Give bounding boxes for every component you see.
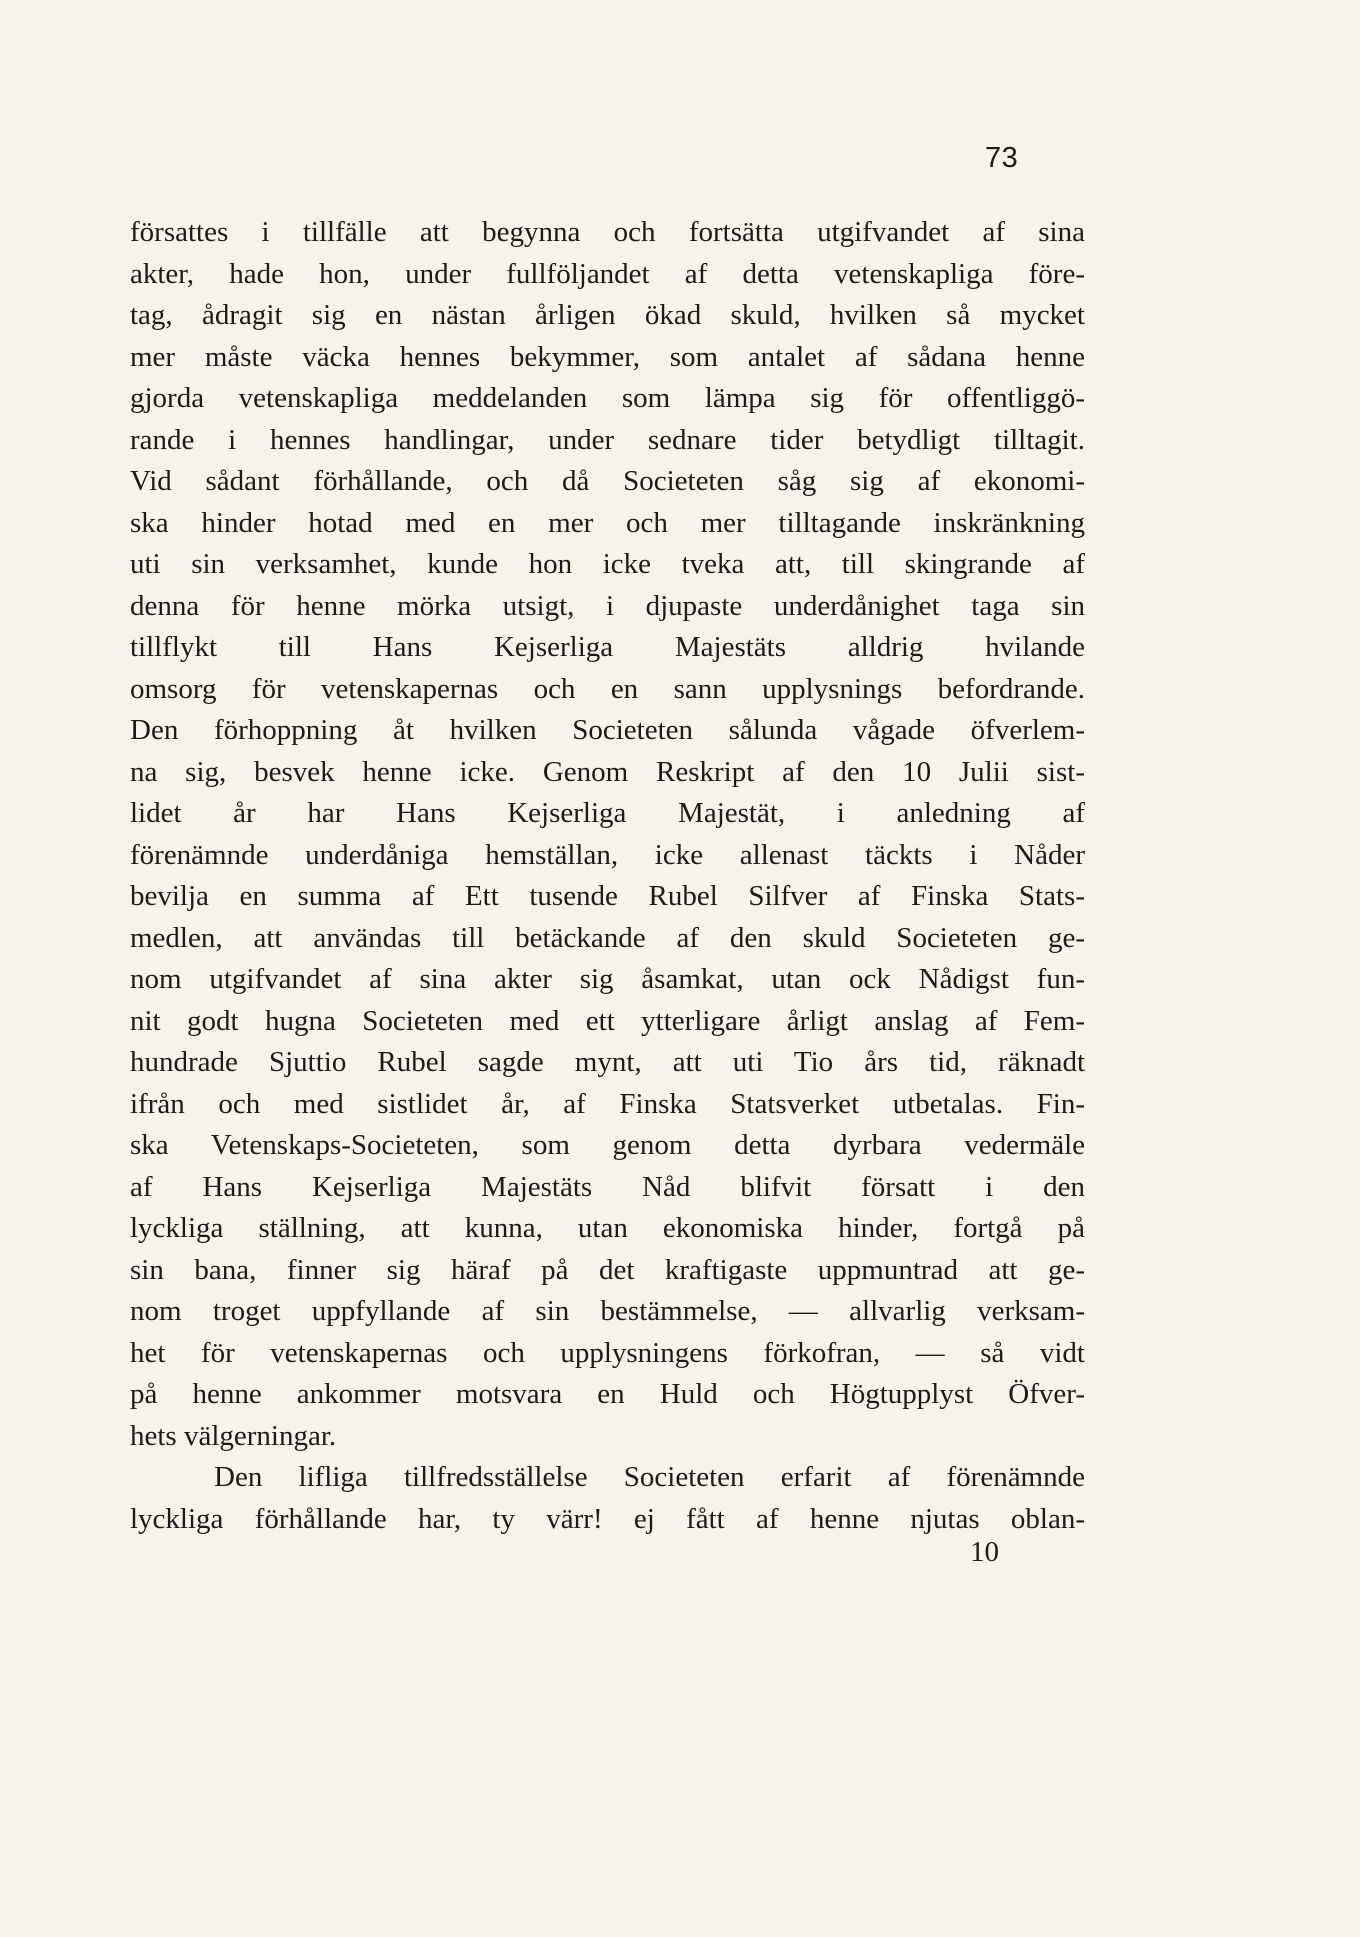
text-line: tillflykt till Hans Kejserliga Majestäts alldrig hvilande bbox=[130, 631, 1085, 663]
text-line: mer måste väcka hennes bekymmer, som antalet af sådana henne bbox=[130, 340, 1085, 373]
text-line: nom troget uppfyllande af sin bestämmelse, — allvarlig verksam- bbox=[130, 1295, 1085, 1327]
text-line: Den lifliga tillfredsställelse Societeten erfarit af förenämnde bbox=[214, 1461, 1085, 1493]
text-line: nit godt hugna Societeten med ett ytterligare årligt anslag af Fem- bbox=[130, 1004, 1085, 1037]
text-line: rande i hennes handlingar, under sednare tider betydligt tilltagit. bbox=[130, 423, 1085, 456]
text-line: på henne ankommer motsvara en Huld och Högtupplyst Öfver- bbox=[130, 1378, 1085, 1410]
text-line: hets välgerningar. bbox=[130, 1419, 337, 1452]
text-line: ska Vetenskaps-Societeten, som genom detta dyrbara vedermäle bbox=[130, 1129, 1085, 1161]
text-line: bevilja en summa af Ett tusende Rubel Silfver af Finska Stats- bbox=[130, 880, 1085, 912]
text-line: försattes i tillfälle att begynna och fortsätta utgifvandet af sina bbox=[130, 216, 1085, 248]
text-line: nom utgifvandet af sina akter sig åsamkat, utan ock Nådigst fun- bbox=[130, 963, 1085, 995]
text-line: ska hinder hotad med en mer och mer tilltagande inskränkning bbox=[130, 506, 1085, 539]
text-line: medlen, att användas till betäckande af den skuld Societeten ge- bbox=[130, 921, 1085, 954]
text-line: lidet år har Hans Kejserliga Majestät, i anledning af bbox=[130, 797, 1085, 829]
text-line: akter, hade hon, under fullföljandet af detta vetenskapliga före- bbox=[130, 257, 1085, 290]
text-line: uti sin verksamhet, kunde hon icke tveka att, till skingrande af bbox=[130, 548, 1085, 580]
catchword: 10 bbox=[970, 1536, 999, 1568]
text-line: lyckliga förhållande har, ty värr! ej fått af henne njutas oblan- bbox=[130, 1502, 1085, 1535]
text-line: Vid sådant förhållande, och då Societeten såg sig af ekonomi- bbox=[130, 465, 1085, 497]
body-text bbox=[130, 212, 1085, 1540]
text-line: förenämnde underdåniga hemställan, icke allenast täckts i Nåder bbox=[130, 838, 1085, 871]
text-line: denna för henne mörka utsigt, i djupaste underdånighet taga sin bbox=[130, 589, 1085, 622]
text-line: sin bana, finner sig häraf på det kraftigaste uppmuntrad att ge- bbox=[130, 1253, 1085, 1286]
text-line: gjorda vetenskapliga meddelanden som lämpa sig för offentliggö- bbox=[130, 382, 1085, 414]
text-line: tag, ådragit sig en nästan årligen ökad skuld, hvilken så mycket bbox=[130, 299, 1085, 331]
text-line: Den förhoppning åt hvilken Societeten sålunda vågade öfverlem- bbox=[130, 714, 1085, 746]
text-line: na sig, besvek henne icke. Genom Reskript af den 10 Julii sist- bbox=[130, 755, 1085, 788]
text-line: hundrade Sjuttio Rubel sagde mynt, att uti Tio års tid, räknadt bbox=[130, 1046, 1085, 1078]
text-line: het för vetenskapernas och upplysningens förkofran, — så vidt bbox=[130, 1336, 1085, 1369]
text-line: omsorg för vetenskapernas och en sann upplysnings befordrande. bbox=[130, 672, 1085, 705]
text-line: af Hans Kejserliga Majestäts Nåd blifvit försatt i den bbox=[130, 1170, 1085, 1203]
page-number: 73 bbox=[985, 142, 1019, 174]
text-line: ifrån och med sistlidet år, af Finska Statsverket utbetalas. Fin- bbox=[130, 1087, 1085, 1120]
text-line: lyckliga ställning, att kunna, utan ekonomiska hinder, fortgå på bbox=[130, 1212, 1085, 1244]
